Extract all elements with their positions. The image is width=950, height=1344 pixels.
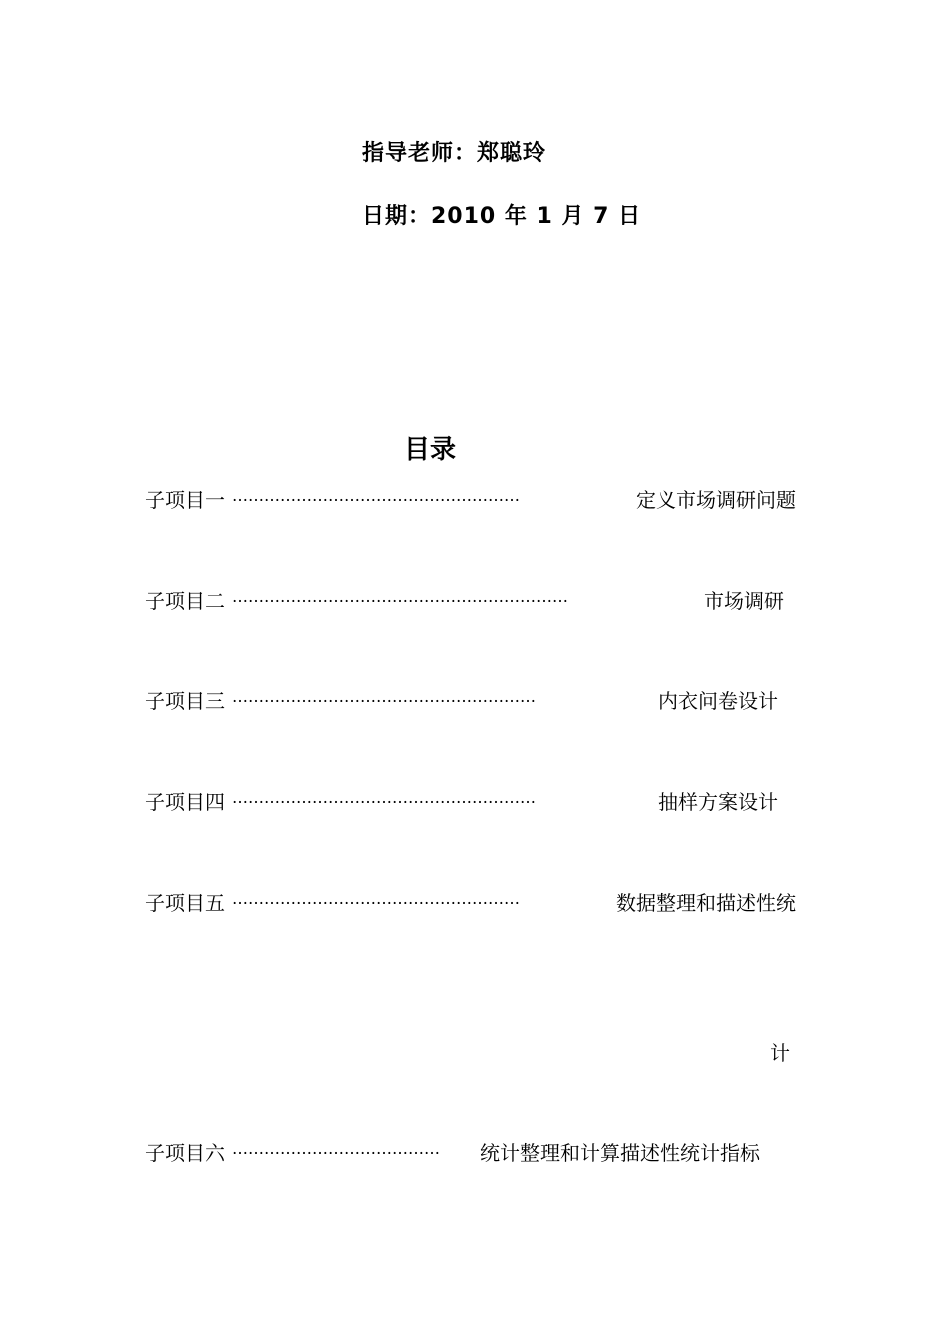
toc-entry-2-label: 子项目二 bbox=[145, 589, 225, 613]
toc-entry-4-leader: ………………………………………………… bbox=[232, 788, 536, 807]
toc-entry-1-title: 定义市场调研问题 bbox=[636, 488, 796, 512]
toc-entry-3-label: 子项目三 bbox=[145, 689, 225, 713]
toc-entry-5-continuation: 计 bbox=[770, 1041, 790, 1065]
toc-entry-3-leader: ………………………………………………… bbox=[232, 687, 536, 706]
toc-entry-2-title: 市场调研 bbox=[704, 589, 784, 613]
toc-entry-1-label: 子项目一 bbox=[145, 488, 225, 512]
toc-entry-6-label: 子项目六 bbox=[145, 1141, 225, 1165]
toc-entry-1-leader: ……………………………………………… bbox=[232, 486, 520, 505]
toc-entry-5-title: 数据整理和描述性统 bbox=[616, 891, 796, 915]
toc-entry-3-title: 内衣问卷设计 bbox=[658, 689, 778, 713]
date-line: 日期：2010 年 1 月 7 日 bbox=[362, 204, 642, 229]
toc-entry-6-leader: ………………………………… bbox=[232, 1139, 440, 1158]
toc-entry-4-label: 子项目四 bbox=[145, 790, 225, 814]
toc-title: 目录 bbox=[404, 435, 457, 465]
toc-entry-2-leader: ……………………………………………………… bbox=[232, 587, 568, 606]
toc-entry-5-label: 子项目五 bbox=[145, 891, 225, 915]
toc-entry-5-leader: ……………………………………………… bbox=[232, 889, 520, 908]
toc-entry-6-title: 统计整理和计算描述性统计指标 bbox=[480, 1141, 760, 1165]
toc-entry-4-title: 抽样方案设计 bbox=[658, 790, 778, 814]
advisor-line: 指导老师：郑聪玲 bbox=[362, 141, 547, 166]
